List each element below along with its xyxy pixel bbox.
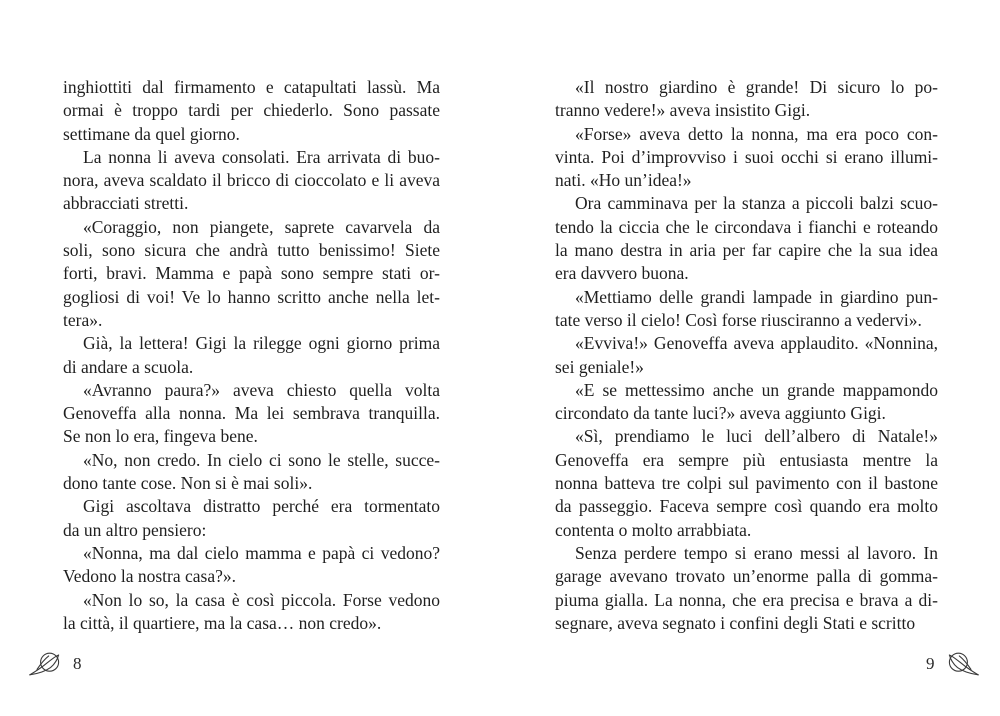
- right-page-text: [555, 76, 938, 635]
- text-line: contenta o molto arrabbiata.: [555, 519, 752, 540]
- text-line: «Forse» aveva detto la nonna, ma era poco con-: [575, 123, 938, 144]
- text-line: «Avranno paura?» aveva chiesto quella volta: [83, 379, 440, 400]
- text-line: La nonna li aveva consolati. Era arrivata di buo-: [83, 146, 440, 167]
- text-line: nora, aveva scaldato il bricco di cioccolato e li aveva: [63, 170, 440, 191]
- text-line: «Nonna, ma dal cielo mamma e papà ci vedono?: [83, 542, 440, 563]
- leaf-ornament-icon: [28, 650, 64, 678]
- page-number-left: 8: [73, 654, 82, 673]
- text-line: soli, sono sicura che andrà tutto benissimo! Siete: [63, 240, 440, 261]
- text-line: tranno vedere!» aveva insistito Gigi.: [555, 100, 811, 121]
- text-line: Senza perdere tempo si erano messi al lavoro. In: [575, 542, 938, 563]
- text-line: da un altro pensiero:: [63, 519, 207, 540]
- text-line: Gigi ascoltava distratto perché era tormentato: [83, 496, 440, 517]
- text-line: la mano destra in aria per far capire che la sua idea: [555, 240, 938, 261]
- text-line: ormai è troppo tardi per chiederlo. Sono passate: [63, 100, 440, 121]
- text-line: tate verso il cielo! Così forse riusciranno a vedervi».: [555, 309, 922, 330]
- text-line: piuma gialla. La nonna, che era precisa e brava a di-: [555, 589, 938, 610]
- text-line: segnare, aveva segnato i confini degli Stati e scritto: [555, 612, 916, 633]
- text-line: Ora camminava per la stanza a piccoli balzi scuo-: [575, 193, 938, 214]
- text-line: nati. «Ho un’idea!»: [555, 170, 692, 191]
- text-line: Vedono la nostra casa?».: [63, 566, 236, 587]
- text-line: «Mettiamo delle grandi lampade in giardino pun-: [575, 286, 938, 307]
- text-line: la città, il quartiere, ma la casa… non credo».: [63, 612, 382, 633]
- text-line: forti, bravi. Mamma e papà sono sempre stati or-: [63, 263, 440, 284]
- leaf-ornament-icon: [944, 650, 980, 678]
- text-line: «Coraggio, non piangete, saprete cavarvela da: [83, 216, 440, 237]
- text-line: «Sì, prendiamo le luci dell’albero di Natale!»: [575, 426, 938, 447]
- left-page-footer: [28, 650, 82, 678]
- text-line: «Non lo so, la casa è così piccola. Forse vedono: [83, 589, 440, 610]
- text-line: da passeggio. Faceva sempre così quando era molto: [555, 496, 938, 517]
- text-line: vinta. Poi d’improvviso i suoi occhi si erano illumi-: [555, 146, 938, 167]
- left-page-text: [63, 76, 440, 635]
- text-line: di andare a scuola.: [63, 356, 194, 377]
- page-number-right: 9: [926, 654, 935, 673]
- text-line: «Evviva!» Genoveffa aveva applaudito. «Nonnina,: [575, 333, 938, 354]
- text-line: nonna batteva tre colpi sul pavimento con il bastone: [555, 473, 938, 494]
- text-line: era davvero buona.: [555, 263, 689, 284]
- text-line: tendo la ciccia che le circondava i fianchi e roteando: [555, 216, 938, 237]
- text-line: tera».: [63, 309, 103, 330]
- text-line: gogliosi di voi! Ve lo hanno scritto anche nella let-: [63, 286, 440, 307]
- text-line: inghiottiti dal firmamento e catapultati lassù. Ma: [63, 77, 440, 97]
- text-line: «No, non credo. In cielo ci sono le stelle, succe-: [83, 449, 440, 470]
- text-line: sei geniale!»: [555, 356, 644, 377]
- text-line: abbracciati stretti.: [63, 193, 189, 214]
- text-line: «Il nostro giardino è grande! Di sicuro lo po-: [575, 77, 938, 97]
- text-line: circondato da tante luci?» aveva aggiunto Gigi.: [555, 403, 886, 424]
- text-line: garage avevano trovato un’enorme palla di gomma-: [555, 566, 938, 587]
- right-page-footer: [926, 650, 980, 678]
- text-line: Genoveffa era sempre più entusiasta mentre la: [555, 449, 938, 470]
- text-line: settimane da quel giorno.: [63, 123, 240, 144]
- text-line: Genoveffa alla nonna. Ma lei sembrava tranquilla.: [63, 403, 440, 424]
- text-line: dono tante cose. Non si è mai soli».: [63, 473, 313, 494]
- text-line: Già, la lettera! Gigi la rilegge ogni giorno prima: [83, 333, 440, 354]
- text-line: Se non lo era, fingeva bene.: [63, 426, 258, 447]
- text-line: «E se mettessimo anche un grande mappamondo: [575, 379, 938, 400]
